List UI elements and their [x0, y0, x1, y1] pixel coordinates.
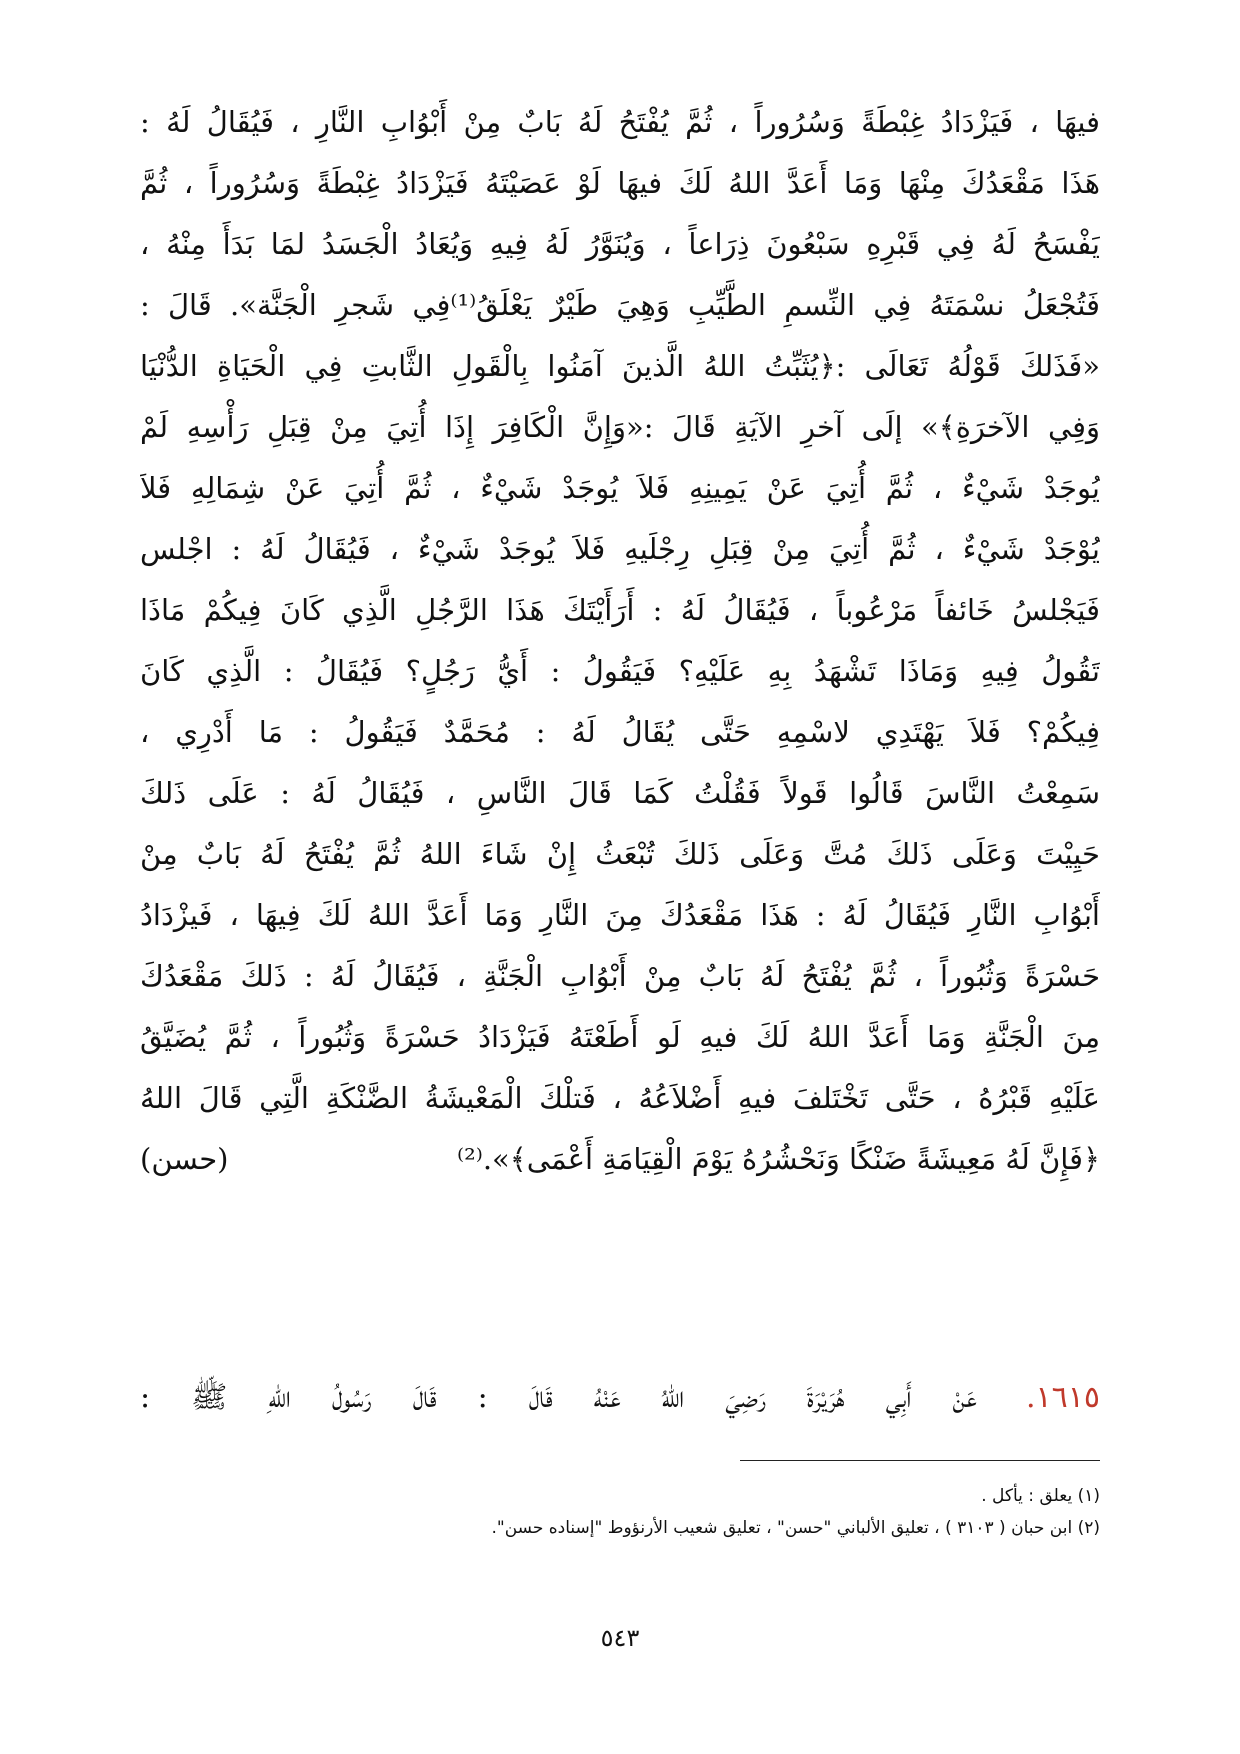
text-line: مِنَ الْجَنَّةِ وَمَا أَعَدَّ اللهُ لَكَ فيهِ لَو أَطَعْتَهُ فَيَزْدَادُ حَسْرَةً وَثُبُوراً ، ثُمَّ يُضَيَّقُ — [140, 1020, 1100, 1054]
footnotes — [140, 1480, 1100, 1544]
footnote-2: (٢) ابن حبان ( ٣١٠٣ ) ، تعليق الألباني "حسن" ، تعليق شعيب الأرنؤوط "إسناده حسن". — [491, 1518, 1100, 1538]
text-line: فِيكُمْ؟ فَلاَ يَهْتَدِي لاسْمِهِ حَتَّى يُقَالُ لَهُ : مُحَمَّدٌ فَيَقُولُ : مَا أَدْرِي ، — [140, 715, 1100, 749]
text-line: يَفْسَحُ لَهُ فِي قَبْرِهِ سَبْعُونَ ذِرَاعاً ، وَيُنَوَّرُ لَهُ فِيهِ وَيُعَادُ الْجَسَدُ لمَا بَدَأَ مِنْهُ ، — [140, 227, 1100, 261]
text-line: فيهَا ، فَيَزْدَادُ غِبْطَةً وَسُرُوراً ، ثُمَّ يُفْتَحُ لَهُ بَابٌ مِنْ أَبْوُابِ النَّارِ ، فَيُقَالُ لَهُ : — [140, 105, 1100, 139]
page-number: ٥٤٣ — [600, 1624, 640, 1652]
text-line: أَبْوُابِ النَّارِ فَيُقَالُ لَهُ : هَذَا مَقْعَدُكَ مِنَ النَّارِ وَمَا أَعَدَّ اللهُ لَكَ فِيهَا ، فَيزْدَادُ — [140, 898, 1100, 932]
closing-verse-row — [140, 1129, 1100, 1190]
closing-verse: ﴿فَإِنَّ لَهُ مَعِيشَةً ضَنْكًا وَنَحْشُرُهُ يَوْمَ الْقِيَامَةِ أَعْمَى﴾».⁽²⁾ — [456, 1142, 1100, 1176]
text-line: يُوْجَدْ شَيْءٌ ، ثُمَّ أُتِيَ مِنْ قِبَلِ رِجْلَيهِ فَلاَ يُوجَدْ شَيْءٌ ، فَيُقَالُ لَهُ : اجْلس — [140, 532, 1100, 566]
hadith-number: ١٦١٥. — [1026, 1380, 1100, 1415]
text-line: عَلَيْهِ قَبْرُهُ ، حَتَّى تَخْتَلفَ فيهِ أَضْلاَعُهُ ، فَتلْكَ الْمَعْيشَةُ الضَّنْكَةِ الَّتِي قَالَ اللهُ — [140, 1081, 1100, 1115]
text-line: سَمِعْتُ النَّاسَ قَالُوا قَولاً فَقُلْتُ كَمَا قَالَ النَّاسِ ، فَيُقَالُ لَهُ : عَلَى ذَلكَ — [140, 776, 1100, 810]
hadith-grade: (حسن) — [140, 1142, 229, 1176]
text-line: وَفِي الآخرَةِ﴾» إلَى آخرِ الآيَةِ قَالَ :«وَإِنَّ الْكَافِرَ إِذَا أُتِيَ مِنْ قِبَلِ رَأْسِهِ لَمْ — [140, 410, 1100, 444]
text-line: حَيِيْتَ وَعَلَى ذَلكَ مُتَّ وَعَلَى ذَلكَ تُبْعَثُ إِنْ شَاءَ اللهُ ثُمَّ يُفْتَحُ لَهُ بَابٌ مِنْ — [140, 837, 1100, 871]
text-line: تَقُولُ فِيهِ وَمَاذَا تَشْهَدُ بِهِ عَلَيْهِ؟ فَيَقُولُ : أَيُّ رَجُلٍ؟ فَيُقَالُ : الَّذِي كَانَ — [140, 654, 1100, 688]
text-line: يُوجَدْ شَيْءٌ ، ثُمَّ أُتِيَ عَنْ يَمِينِهِ فَلاَ يُوجَدْ شَيْءٌ ، ثُمَّ أُتِيَ عَنْ شِمَالِهِ فَلاَ — [140, 471, 1100, 505]
text-line: «فَذَلكَ قَوْلُهُ تَعَالَى :﴿يُثَبِّتُ اللهُ الَّذينَ آمَنُوا بِالْقَولِ الثَّابتِ فِي الْحَيَاةِ الدُّنْيَا — [140, 349, 1100, 383]
text-line: فَيَجْلسُ خَائفاً مَرْعُوباً ، فَيُقَالُ لَهُ : أَرَأَيْتَكَ هَذَا الرَّجُلِ الَّذِي كَانَ فِيكُمْ مَاذَا — [140, 593, 1100, 627]
hadith-body-text — [140, 92, 1100, 1190]
text-line: فَتُجْعَلُ نسْمَتَهُ فِي النِّسمِ الطَّيِّبِ وَهِيَ طَيْرٌ يَعْلَقُ⁽¹⁾فِي شَجرِ الْجَنَّة». قَالَ : — [140, 288, 1100, 322]
footnote-divider — [740, 1460, 1100, 1461]
hadith-opening-text: عَنْ أَبِي هُرَيْرَةَ رَضِيَ اللهُ عَنْهُ قَالَ : قَالَ رَسُولُ اللهِ ﷺ : — [140, 1380, 977, 1415]
footnote-1: (١) يعلق : يأكل . — [981, 1486, 1100, 1506]
text-line: حَسْرَةً وَثُبُوراً ، ثُمَّ يُفْتَحُ لَهُ بَابٌ مِنْ أَبْوُابِ الْجَنَّةِ ، فَيُقَالُ لَهُ : ذَلكَ مَقْعَدُكَ — [140, 959, 1100, 993]
next-hadith-opening — [140, 1364, 1100, 1432]
text-line: هَذَا مَقْعَدُكَ مِنْهَا وَمَا أَعَدَّ اللهُ لَكَ فيهَا لَوْ عَصَيْتَهُ فَيَزْدَادُ غِبْطَةً وَسُرُوراً ، ثُمَّ — [140, 166, 1100, 200]
